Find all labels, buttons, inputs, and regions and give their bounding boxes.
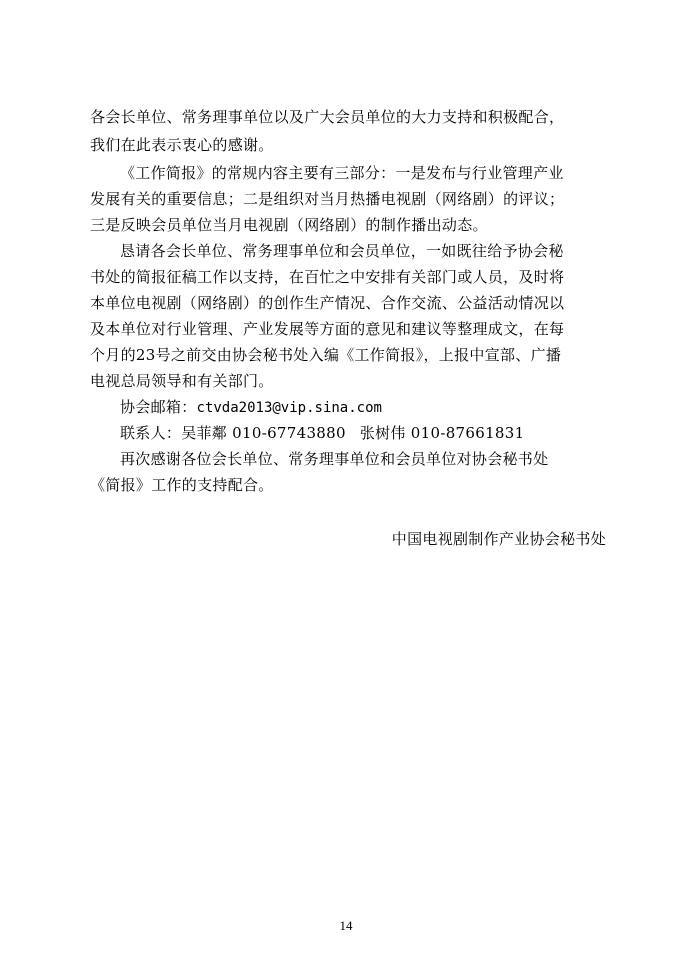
email-address: ctvda2013@vip.sina.com (196, 400, 382, 416)
email-label: 协会邮箱： (120, 398, 197, 416)
contact-person-1: 吴菲鄰 010-67743880 (181, 424, 346, 442)
contacts-label: 联系人： (120, 424, 182, 442)
paragraph-line: 我们在此表示衷心的感谢。 (90, 136, 274, 154)
paragraph-line: 发展有关的重要信息；二是组织对当月热播电视剧（网络剧）的评议； (90, 190, 565, 208)
contacts-line (120, 423, 640, 443)
email-line (120, 397, 640, 418)
paragraph-line: 再次感谢各位会长单位、常务理事单位和会员单位对协会秘书处 (120, 450, 549, 468)
paragraph-line: 个月的23号之前交由协会秘书处入编《工作简报》，上报中宣部、广播 (90, 346, 562, 364)
paragraph-line: 书处的简报征稿工作以支持，在百忙之中安排有关部门或人员，及时将 (90, 268, 565, 286)
paragraph-line: 电视总局领导和有关部门。 (90, 372, 274, 390)
paragraph-line: 及本单位对行业管理、产业发展等方面的意见和建议等整理成文，在每 (90, 320, 565, 338)
paragraph-line: 各会长单位、常务理事单位以及广大会员单位的大力支持和积极配合， (90, 108, 565, 126)
paragraph-line: 《简报》工作的支持配合。 (90, 476, 274, 494)
paragraph-line: 恳请各会长单位、常务理事单位和会员单位，一如既往给予协会秘 (120, 242, 564, 260)
page-number: 14 (339, 918, 353, 933)
paragraph-line: 《工作简报》的常规内容主要有三部分：一是发布与行业管理产业 (120, 164, 564, 182)
signature-org: 中国电视剧制作产业协会秘书处 (391, 530, 606, 548)
contact-person-2: 张树伟 010-87661831 (359, 424, 525, 442)
paragraph-line: 三是反映会员单位当月电视剧（网络剧）的制作播出动态。 (90, 216, 488, 234)
paragraph-line: 本单位电视剧（网络剧）的创作生产情况、合作交流、公益活动情况以 (90, 294, 565, 312)
